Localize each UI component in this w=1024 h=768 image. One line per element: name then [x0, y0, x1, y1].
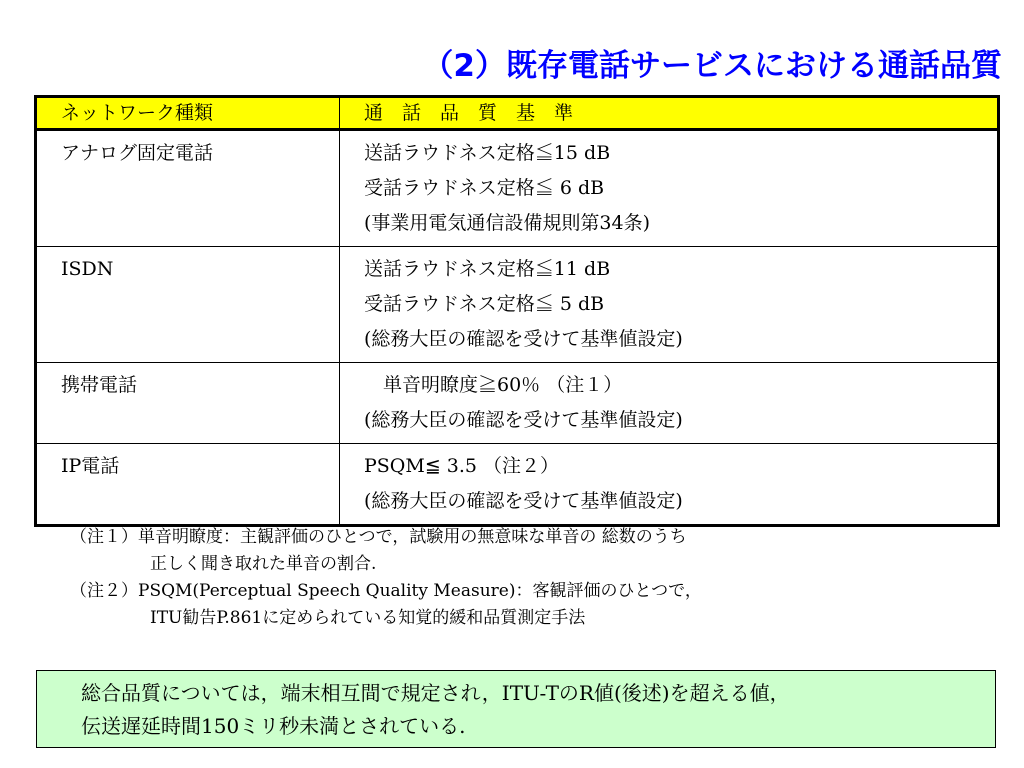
- table-row: [36, 130, 999, 247]
- footnotes: [70, 524, 702, 632]
- summary-line-2: 伝送遅延時間150ミリ秒未満とされている.: [81, 714, 466, 738]
- summary-line-1: 総合品質については，端末相互間で規定され，ITU-TのR値(後述)を超える値，: [81, 681, 790, 705]
- table-row: [36, 444, 999, 526]
- header-standard-label: 通話品質基準: [364, 102, 593, 124]
- network-type-cell: IP電話: [36, 444, 340, 526]
- standard-cell: [340, 130, 999, 247]
- table-row: [36, 247, 999, 363]
- table-row: [36, 363, 999, 444]
- standard-line: (事業用電気通信設備規則第34条): [364, 212, 651, 234]
- footnote-1: （注１）単音明瞭度：主観評価のひとつで，試験用の無意味な単音の 総数のうち: [70, 527, 687, 547]
- footnote-2-continued: ITU勧告P.861に定められている知覚的緩和品質測定手法: [150, 608, 586, 628]
- standard-cell: [340, 444, 999, 526]
- standard-line: 送話ラウドネス定格≦15 dB: [364, 142, 611, 164]
- quality-standards-table: [34, 95, 1000, 527]
- standard-cell: [340, 363, 999, 444]
- standard-line: 送話ラウドネス定格≦11 dB: [364, 258, 611, 280]
- standard-line: PSQM≦ 3.5 （注２）: [364, 455, 560, 477]
- footnote-2: （注２）PSQM(Perceptual Speech Quality Measure)：客観評価のひとつで，: [70, 581, 702, 601]
- table-header-row: [36, 97, 999, 130]
- network-type-cell: アナログ固定電話: [36, 130, 340, 247]
- standard-cell: [340, 247, 999, 363]
- summary-box: [36, 670, 996, 748]
- standard-line: 受話ラウドネス定格≦ 6 dB: [364, 177, 605, 199]
- footnote-1-continued: 正しく聞き取れた単音の割合.: [150, 554, 377, 574]
- standard-line: (総務大臣の確認を受けて基準値設定): [364, 490, 683, 512]
- slide-title: （2）既存電話サービスにおける通話品質: [422, 48, 1002, 84]
- header-standard: [340, 97, 999, 130]
- standard-line: (総務大臣の確認を受けて基準値設定): [364, 328, 683, 350]
- standard-line: 受話ラウドネス定格≦ 5 dB: [364, 293, 605, 315]
- standard-line: 単音明瞭度≧60％ （注１）: [364, 374, 623, 396]
- header-network-type: ネットワーク種類: [36, 97, 340, 130]
- network-type-cell: 携帯電話: [36, 363, 340, 444]
- standard-line: (総務大臣の確認を受けて基準値設定): [364, 409, 683, 431]
- network-type-cell: ISDN: [36, 247, 340, 363]
